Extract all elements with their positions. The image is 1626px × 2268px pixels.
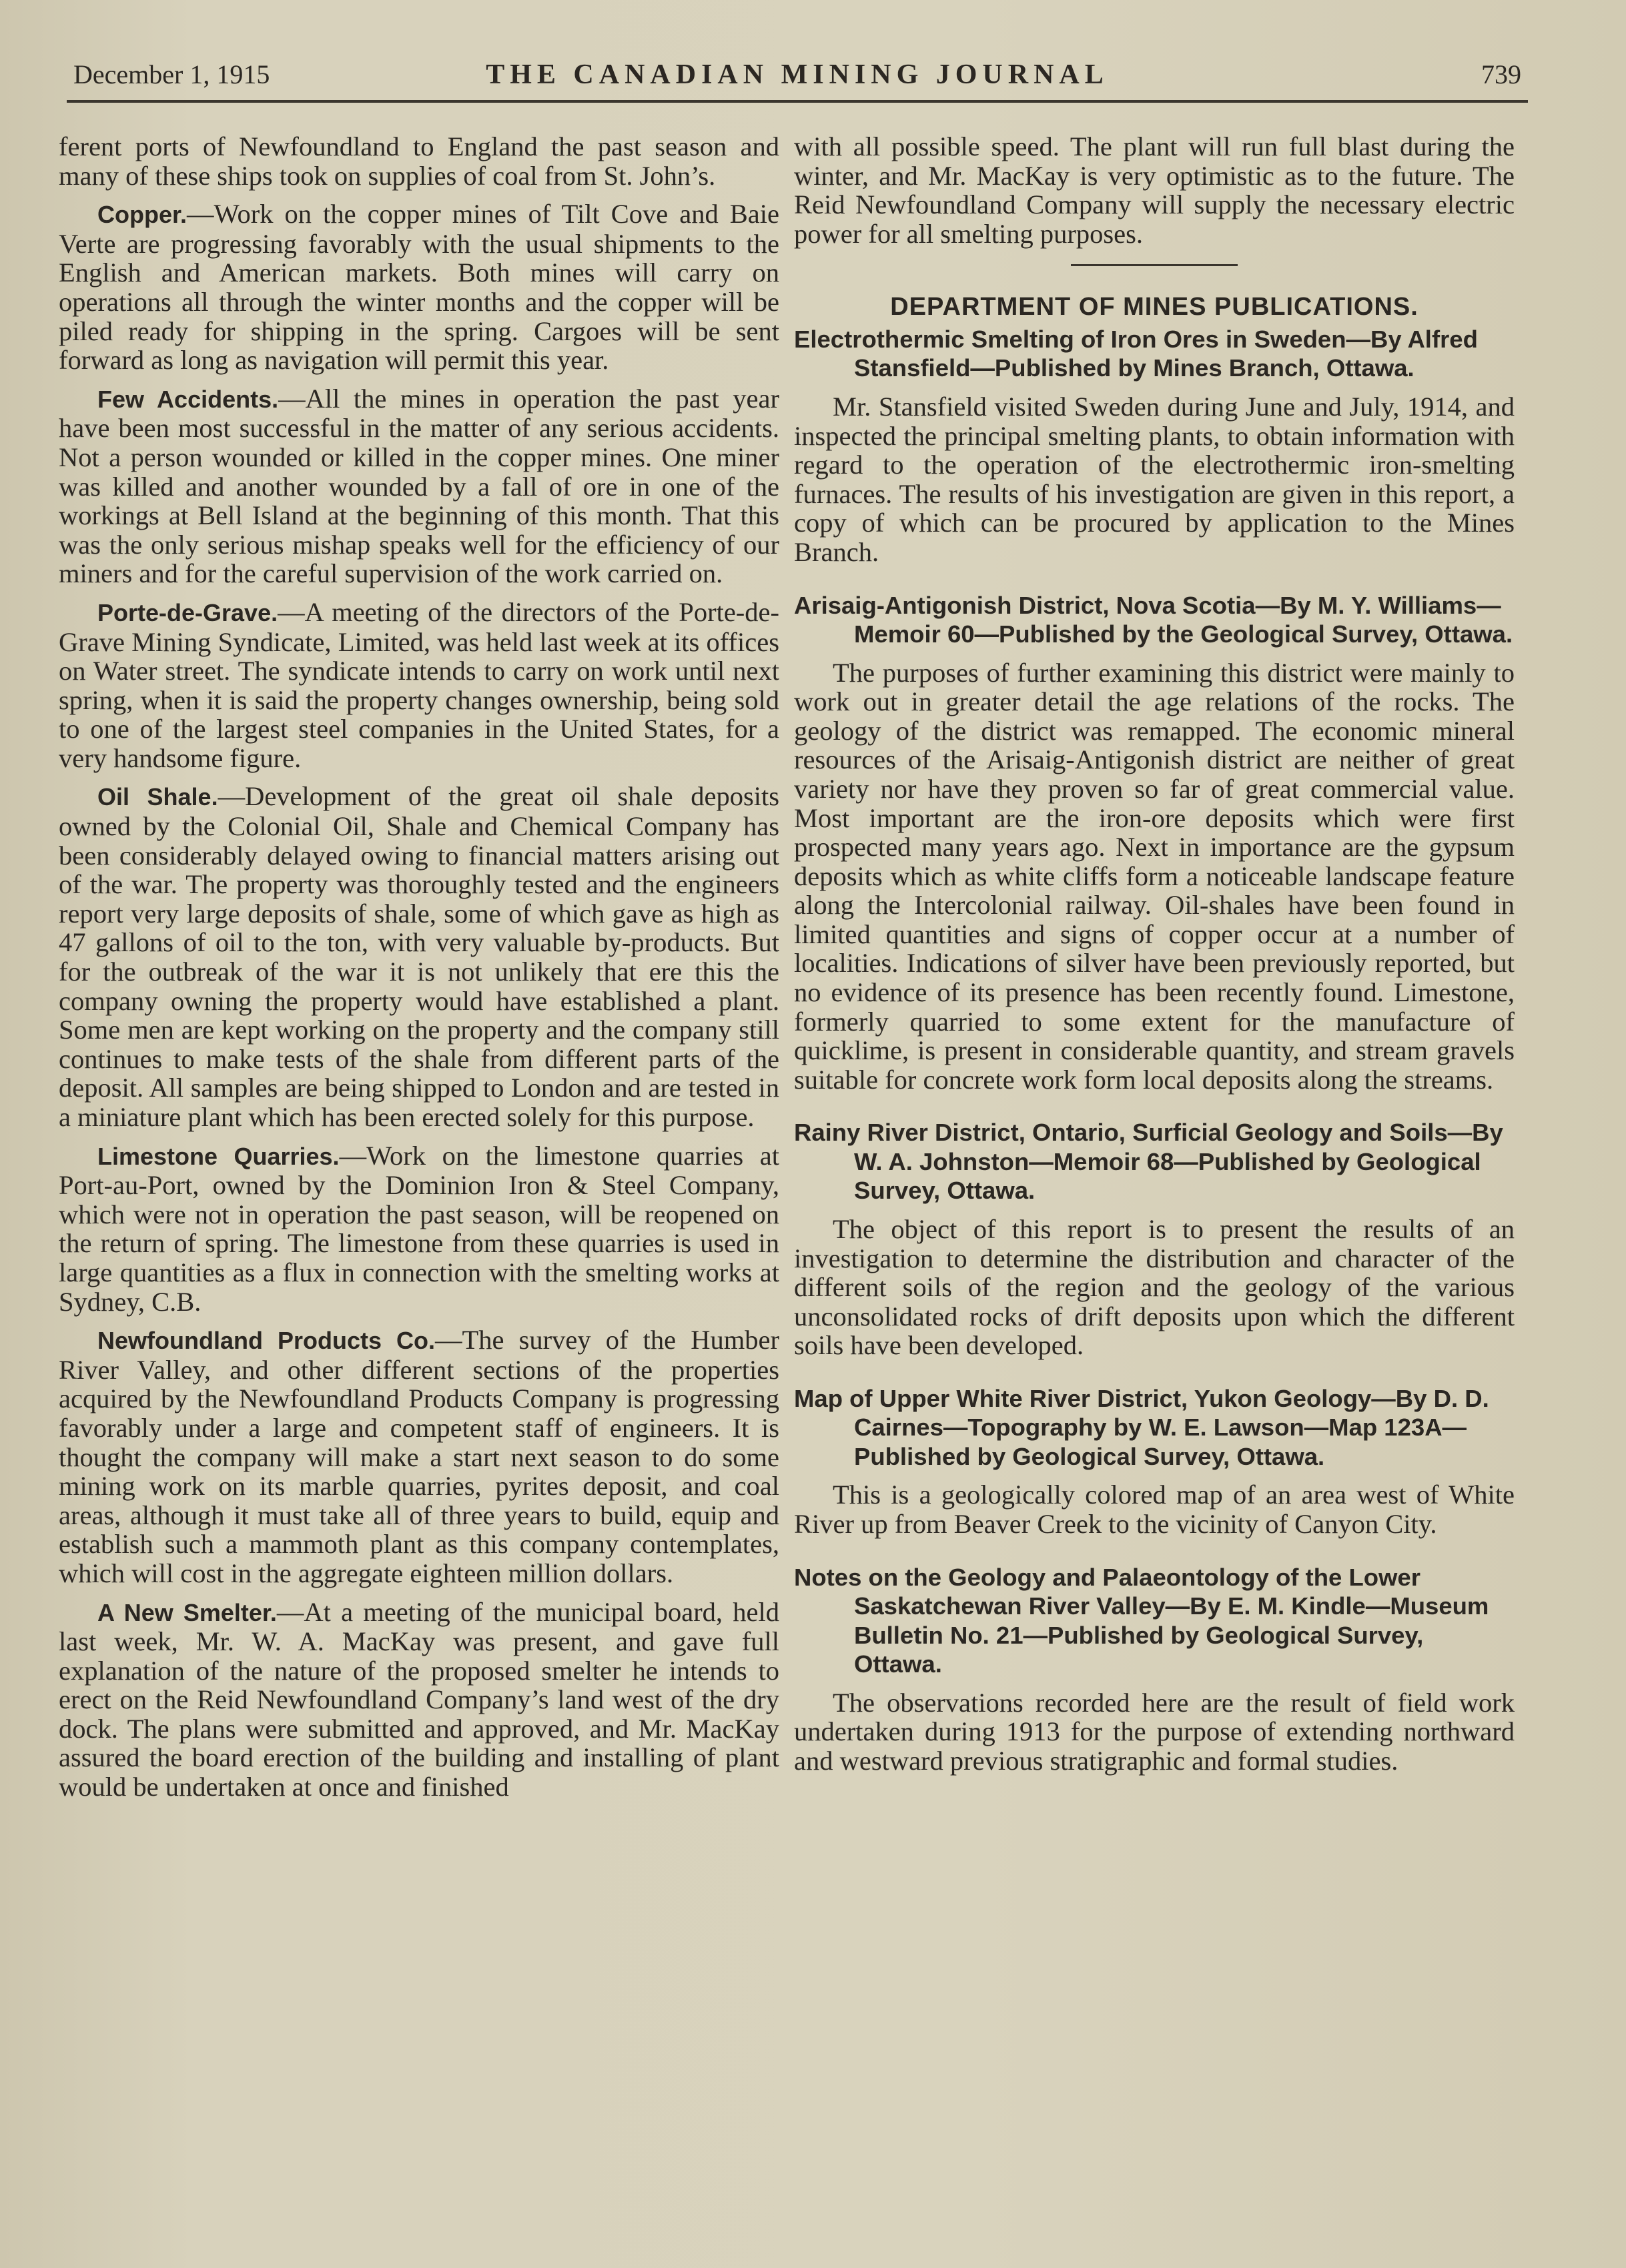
publication-title: Arisaig-Antigonish District, Nova Scotia—By M. Y. Williams—Memoir 60—Published by the Geological Survey, Ottawa.	[794, 591, 1513, 648]
publication-summary: The observations recorded here are the result of field work undertaken during 1913 for the purpose of extending northward and westward previous stratigraphic and formal studies.	[794, 1687, 1515, 1776]
paragraph-new-smelter: A New Smelter.—At a meeting of the municipal board, held last week, Mr. W. A. MacKay was present, and gave full explanation of the nature of the proposed smelter he intends to erect on the Reid Newfoundland Company’s land west of the dry dock. The plans were submitted and approved, and Mr. MacKay assured the board erection of the building and installing of plant would be undertaken at once and finished	[59, 1596, 779, 1802]
run-in-heading: Copper.	[97, 201, 187, 229]
left-column	[59, 132, 779, 1811]
page-number: 739	[1481, 59, 1521, 89]
run-in-heading: Few Accidents.	[97, 385, 279, 413]
running-header	[73, 59, 1521, 99]
publication-title: Map of Upper White River District, Yukon Geology—By D. D. Cairnes—Topography by W. E. Lawson—Map 123A—Published by Geological Survey, Ottawa.	[794, 1384, 1489, 1470]
paragraph-few-accidents: Few Accidents.—All the mines in operation the past year have been most successful in the matter of any serious accidents. Not a person wounded or killed in the copper mines. One miner was killed and another wounded by a fall of ore in one of the workings at Bell Island at the beginning of this month. That this was the only serious mishap speaks well for the efficiency of our miners and for the careful supervision of the work carried on.	[59, 383, 779, 589]
publication-summary: The object of this report is to present the results of an investigation to determine the distribution and character of the different soils of the region and the geology of the various unconsolidated rocks of drift deposits upon which the different soils have been developed.	[794, 1213, 1515, 1361]
paragraph-newfoundland-products: Newfoundland Products Co.—The survey of the Humber River Valley, and other different sections of the properties acquired by the Newfoundland Products Company is progressing favorably under a large and competent staff of engineers. It is thought the company will make a start next season to do some mining work on its marble quarries, pyrites deposit, and coal areas, although it must take all of three years to build, equip and establish such a mammoth plant as this company contemplates, which will cost in the aggregate eighteen million dollars.	[59, 1325, 779, 1588]
paragraph-porte-de-grave: Porte-de-Grave.—A meeting of the directors of the Porte-de-Grave Mining Syndicate, Limited, was held last week at its offices on Water street. The syndicate intends to carry on work until next spring, when it is said the property changes ownership, being sold to one of the largest steel companies in the United States, for a very handsome figure.	[59, 596, 779, 773]
section-heading: DEPARTMENT OF MINES PUBLICATIONS.	[890, 293, 1418, 322]
publication-title: Electrothermic Smelting of Iron Ores in Sweden—By Alfred Stansfield—Published by Mines Branch, Ottawa.	[794, 325, 1478, 382]
section-divider	[1071, 264, 1238, 266]
run-in-heading: A New Smelter.	[97, 1598, 277, 1626]
publication-summary: The purposes of further examining this district were mainly to work out in greater detail the age relations of the rocks. The geology of the district was remapped. The economic mineral resources of the Arisaig-Antigonish district are neither of great variety nor have they proven so far of great commercial value. Most important are the iron-ore deposits which were first prospected many years ago. Next in importance are the gypsum deposits which as white cliffs form a noticeable landscape feature along the Intercolonial railway. Oil-shales have been found in limited quantities and signs of copper occur at a number of localities. Indications of silver have been previously reported, but no evidence of its presence has been recently found. Limestone, formerly quarried to some extent for the manufacture of quicklime, is present in considerable quantity, and stream gravels suitable for concrete work form local deposits along the streams.	[794, 657, 1515, 1095]
run-in-heading: Limestone Quarries.	[97, 1142, 340, 1170]
journal-title: THE CANADIAN MINING JOURNAL	[486, 59, 1109, 90]
paragraph-copper: Copper.—Work on the copper mines of Tilt Cove and Baie Verte are progressing favorably with the usual shipments to the English and American markets. Both mines will carry on operations all through the winter months and the copper will be piled ready for shipping in the spring. Cargoes will be sent forward as long as navigation will permit this year.	[59, 199, 779, 376]
header-rule	[67, 100, 1528, 103]
publication-summary: Mr. Stansfield visited Sweden during June and July, 1914, and inspected the principal smelting plants, to obtain information with regard to the operation of the electrothermic iron-smelting furnaces. The results of his investigation are given in this report, a copy of which can be procured by application to the Mines Branch.	[794, 391, 1515, 567]
paragraph-continued: with all possible speed. The plant will run full blast during the winter, and Mr. MacKay is very optimistic as to the future. The Reid Newfoundland Company will supply the necessary electric power for all smelting purposes.	[794, 131, 1515, 249]
paragraph-continued: ferent ports of Newfoundland to England the past season and many of these ships took on supplies of coal from St. John’s.	[59, 131, 779, 191]
run-in-heading: Porte-de-Grave.	[97, 598, 278, 626]
right-column	[794, 132, 1515, 1784]
header-date: December 1, 1915	[73, 59, 270, 89]
paragraph-oil-shale: Oil Shale.—Development of the great oil shale deposits owned by the Colonial Oil, Shale and Chemical Company has been considerably delayed owing to financial matters arising out of the war. The property was thoroughly tested and the engineers report very large deposits of shale, some of which gave as high as 47 gallons of oil to the ton, with very valuable by-products. But for the outbreak of the war it is not unlikely that ere this the company owning the property would have established a plant. Some men are kept working on the property and the company still continues to make tests of the shale from different parts of the deposit. All samples are being shipped to London and are tested in a miniature plant which has been erected solely for this purpose.	[59, 781, 779, 1132]
run-in-heading: Newfoundland Products Co.	[97, 1327, 436, 1355]
paragraph-limestone-quarries: Limestone Quarries.—Work on the limestone quarries at Port-au-Port, owned by the Dominion Iron & Steel Company, which were not in operation the past season, will be reopened on the return of spring. The limestone from these quarries is used in large quantities as a flux in connection with the smelting works at Sydney, C.B.	[59, 1140, 779, 1317]
publication-title: Notes on the Geology and Palaeontology of the Lower Saskatchewan River Valley—By E. M. Kindle—Museum Bulletin No. 21—Published by Geological Survey, Ottawa.	[794, 1563, 1489, 1678]
run-in-heading: Oil Shale.	[97, 783, 218, 811]
publication-title: Rainy River District, Ontario, Surficial Geology and Soils—By W. A. Johnston—Memoir 68—Published by Geological Survey, Ottawa.	[794, 1119, 1503, 1205]
publication-summary: This is a geologically colored map of an area west of White River up from Beaver Creek to the vicinity of Canyon City.	[794, 1480, 1515, 1539]
